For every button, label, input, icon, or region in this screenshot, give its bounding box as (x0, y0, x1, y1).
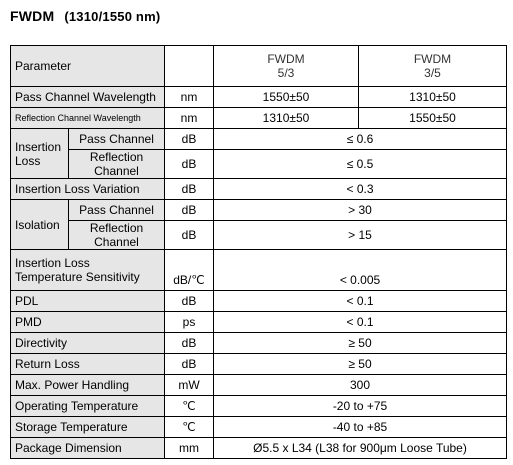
row-directivity (11, 333, 507, 354)
label-pass-wavelength: Pass Channel Wavelength (11, 87, 165, 108)
row-pmd (11, 312, 507, 333)
label-package-dimension: Package Dimension (11, 438, 165, 459)
unit-il-variation: dB (165, 179, 214, 200)
label-il-variation: Insertion Loss Variation (11, 179, 165, 200)
row-insertion-loss-pass (11, 129, 507, 150)
unit-max-power: mW (165, 375, 214, 396)
value-il-variation: < 0.3 (214, 179, 507, 200)
label-storage-temp: Storage Temperature (11, 417, 165, 438)
label-pmd: PMD (11, 312, 165, 333)
label-directivity: Directivity (11, 333, 165, 354)
value-directivity: ≥ 50 (214, 333, 507, 354)
unit-pmd: ps (165, 312, 214, 333)
title-sub: (1310/1550 nm) (64, 9, 161, 24)
row-isolation-pass (11, 200, 507, 221)
value-il-reflection: ≤ 0.5 (214, 150, 507, 179)
spec-table (10, 45, 507, 459)
sublabel-iso-pass: Pass Channel (69, 200, 165, 221)
unit-operating-temp: ℃ (165, 396, 214, 417)
col1-line1: FWDM (267, 52, 305, 66)
col1-line2: 5/3 (277, 66, 295, 80)
header-parameter: Parameter (11, 46, 165, 87)
row-max-power (11, 375, 507, 396)
insertion-loss-line1: Insertion (15, 139, 62, 154)
header-col1 (214, 46, 359, 87)
label-reflection-wavelength: Reflection Channel Wavelength (11, 108, 165, 129)
label-max-power: Max. Power Handling (11, 375, 165, 396)
label-insertion-loss (11, 129, 69, 179)
unit-pdl: dB (165, 291, 214, 312)
value-reflection-wavelength-1: 1310±50 (214, 108, 359, 129)
il-temp-line1: Insertion Loss (15, 256, 90, 270)
header-row (11, 46, 507, 87)
value-operating-temp: -20 to +75 (214, 396, 507, 417)
value-il-pass: ≤ 0.6 (214, 129, 507, 150)
row-reflection-wavelength (11, 108, 507, 129)
unit-storage-temp: ℃ (165, 417, 214, 438)
unit-reflection-wavelength: nm (165, 108, 214, 129)
row-insertion-loss-reflection (11, 150, 507, 179)
row-il-variation (11, 179, 507, 200)
row-package-dimension (11, 438, 507, 459)
unit-iso-pass: dB (165, 200, 214, 221)
unit-il-temp-sensitivity: dB/℃ (165, 250, 214, 291)
label-return-loss: Return Loss (11, 354, 165, 375)
unit-package-dimension: mm (165, 438, 214, 459)
col2-line1: FWDM (413, 52, 452, 66)
value-max-power: 300 (214, 375, 507, 396)
value-package-dimension: Ø5.5 x L34 (L38 for 900μm Loose Tube) (214, 438, 507, 459)
unit-directivity: dB (165, 333, 214, 354)
label-il-temp-sensitivity (11, 250, 165, 291)
label-isolation: Isolation (11, 200, 69, 250)
unit-il-pass: dB (165, 129, 214, 150)
value-storage-temp: -40 to +85 (214, 417, 507, 438)
value-return-loss: ≥ 50 (214, 354, 507, 375)
col2-line2: 3/5 (424, 66, 441, 80)
row-il-temp-sensitivity (11, 250, 507, 291)
value-iso-reflection: > 15 (214, 221, 507, 250)
value-pass-wavelength-2: 1310±50 (359, 87, 507, 108)
insertion-loss-line2: Loss (15, 153, 41, 168)
unit-il-reflection: dB (165, 150, 214, 179)
unit-iso-reflection: dB (165, 221, 214, 250)
row-storage-temp (11, 417, 507, 438)
header-col2 (359, 46, 507, 87)
sublabel-iso-reflection: Reflection Channel (69, 221, 165, 250)
header-unit (165, 46, 214, 87)
value-pdl: < 0.1 (214, 291, 507, 312)
unit-pass-wavelength: nm (165, 87, 214, 108)
unit-return-loss: dB (165, 354, 214, 375)
label-operating-temp: Operating Temperature (11, 396, 165, 417)
value-pmd: < 0.1 (214, 312, 507, 333)
sublabel-il-reflection: Reflection Channel (69, 150, 165, 179)
value-pass-wavelength-1: 1550±50 (214, 87, 359, 108)
sublabel-il-pass: Pass Channel (69, 129, 165, 150)
il-temp-line2: Temperature Sensitivity (15, 270, 140, 284)
row-isolation-reflection (11, 221, 507, 250)
row-pass-wavelength (11, 87, 507, 108)
label-pdl: PDL (11, 291, 165, 312)
row-operating-temp (11, 396, 507, 417)
page-title (10, 8, 160, 24)
value-reflection-wavelength-2: 1550±50 (359, 108, 507, 129)
row-return-loss (11, 354, 507, 375)
row-pdl (11, 291, 507, 312)
value-iso-pass: > 30 (214, 200, 507, 221)
value-il-temp-sensitivity: < 0.005 (214, 250, 507, 291)
title-main: FWDM (10, 8, 55, 24)
